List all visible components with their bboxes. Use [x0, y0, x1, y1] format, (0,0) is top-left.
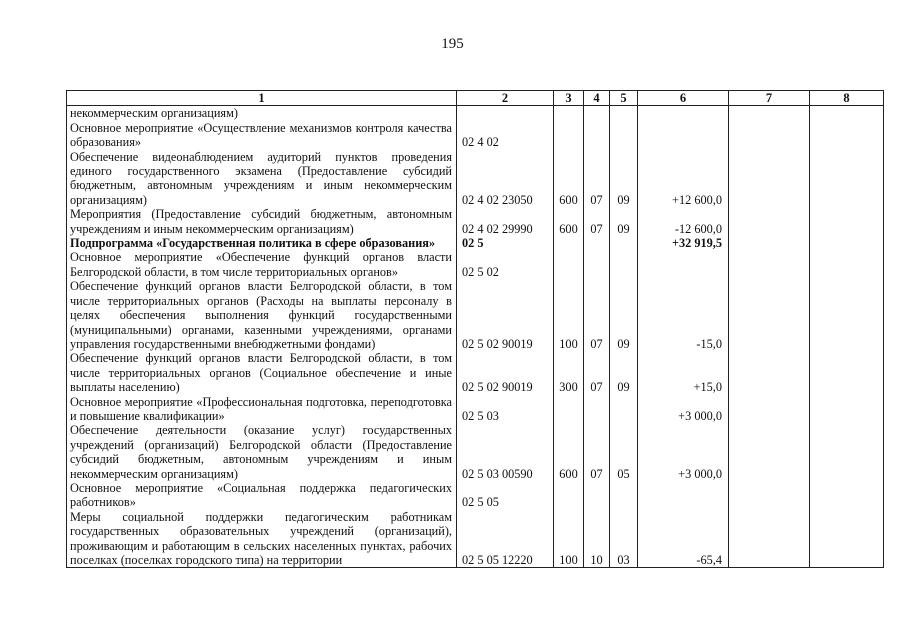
expense-type-code: 600: [554, 423, 584, 481]
column-7-cell: [729, 395, 810, 424]
budget-table: [66, 90, 884, 568]
subsection-code: 09: [610, 279, 638, 351]
target-article-code: 02 5: [457, 236, 554, 250]
target-article-code: 02 5 05: [457, 481, 554, 510]
amount-change: -15,0: [638, 279, 729, 351]
section-code: [584, 121, 610, 150]
target-article-code: 02 5 03 00590: [457, 423, 554, 481]
column-7-cell: [729, 236, 810, 250]
table-header-row: [67, 91, 884, 106]
subsection-code: [610, 236, 638, 250]
column-8-cell: [810, 481, 884, 510]
column-8-cell: [810, 510, 884, 568]
target-article-code: 02 4 02 23050: [457, 150, 554, 208]
expense-type-code: [554, 395, 584, 424]
row-description: Основное мероприятие «Профессиональная подготовка, переподготовка и повышение квалификации»: [67, 395, 457, 424]
row-description: Основное мероприятие «Осуществление механизмов контроля качества образования»: [67, 121, 457, 150]
row-description: Обеспечение видеонаблюдением аудиторий пунктов проведения единого государственного экзамена (Предоставление субсидий бюджетным, автономным учреждениям и иным некоммерческим организациям): [67, 150, 457, 208]
column-header: 3: [554, 91, 584, 106]
column-8-cell: [810, 351, 884, 394]
row-description: Обеспечение функций органов власти Белгородской области, в том числе территориальных органов (Социальное обеспечение и иные выплаты населению): [67, 351, 457, 394]
subsection-code: 09: [610, 351, 638, 394]
row-description: Основное мероприятие «Социальная поддержка педагогических работников»: [67, 481, 457, 510]
section-code: [584, 106, 610, 121]
amount-change: +15,0: [638, 351, 729, 394]
target-article-code: [457, 106, 554, 121]
column-7-cell: [729, 150, 810, 208]
column-8-cell: [810, 121, 884, 150]
column-header: 7: [729, 91, 810, 106]
subsection-code: [610, 395, 638, 424]
column-7-cell: [729, 481, 810, 510]
column-8-cell: [810, 106, 884, 121]
expense-type-code: 100: [554, 510, 584, 568]
table-row: [67, 481, 884, 510]
amount-change: [638, 481, 729, 510]
table-row: [67, 510, 884, 568]
amount-change: [638, 250, 729, 279]
column-7-cell: [729, 423, 810, 481]
page-number: 195: [441, 36, 464, 52]
column-7-cell: [729, 121, 810, 150]
section-code: [584, 236, 610, 250]
section-code: 07: [584, 351, 610, 394]
table-row: [67, 351, 884, 394]
column-8-cell: [810, 395, 884, 424]
table-row: [67, 250, 884, 279]
subsection-code: 05: [610, 423, 638, 481]
amount-change: -65,4: [638, 510, 729, 568]
row-description: некоммерческим организациям): [67, 106, 457, 121]
column-7-cell: [729, 351, 810, 394]
section-code: 07: [584, 207, 610, 236]
row-description: Основное мероприятие «Обеспечение функций органов власти Белгородской области, в том числе территориальных органов»: [67, 250, 457, 279]
amount-change: +12 600,0: [638, 150, 729, 208]
table-row: [67, 279, 884, 351]
section-code: 07: [584, 150, 610, 208]
expense-type-code: [554, 106, 584, 121]
column-8-cell: [810, 423, 884, 481]
target-article-code: 02 5 02 90019: [457, 279, 554, 351]
column-header: 1: [67, 91, 457, 106]
section-code: [584, 250, 610, 279]
expense-type-code: 600: [554, 150, 584, 208]
amount-change: -12 600,0: [638, 207, 729, 236]
amount-change: +32 919,5: [638, 236, 729, 250]
subsection-code: [610, 106, 638, 121]
expense-type-code: [554, 481, 584, 510]
target-article-code: 02 5 03: [457, 395, 554, 424]
subsection-code: 09: [610, 150, 638, 208]
table-row: [67, 207, 884, 236]
expense-type-code: [554, 121, 584, 150]
column-7-cell: [729, 250, 810, 279]
column-8-cell: [810, 150, 884, 208]
section-code: [584, 481, 610, 510]
column-header: 6: [638, 91, 729, 106]
amount-change: +3 000,0: [638, 395, 729, 424]
column-header: 5: [610, 91, 638, 106]
row-description: Меры социальной поддержки педагогическим работникам государственных образовательных учреждений (организаций), проживающим и работающим в сельских населенных пунктах, рабочих поселках (поселках городского типа) на территории: [67, 510, 457, 568]
table-row: [67, 395, 884, 424]
amount-change: +3 000,0: [638, 423, 729, 481]
amount-change: [638, 106, 729, 121]
table-row: [67, 236, 884, 250]
row-description: Мероприятия (Предоставление субсидий бюджетным, автономным учреждениям и иным некоммерческим организациям): [67, 207, 457, 236]
table-row: [67, 121, 884, 150]
target-article-code: 02 5 02: [457, 250, 554, 279]
column-8-cell: [810, 279, 884, 351]
target-article-code: 02 4 02 29990: [457, 207, 554, 236]
table-row: [67, 106, 884, 121]
column-7-cell: [729, 279, 810, 351]
column-header: 8: [810, 91, 884, 106]
target-article-code: 02 5 05 12220: [457, 510, 554, 568]
subsection-code: [610, 250, 638, 279]
subsection-code: 03: [610, 510, 638, 568]
column-header: 4: [584, 91, 610, 106]
column-8-cell: [810, 250, 884, 279]
expense-type-code: 100: [554, 279, 584, 351]
expense-type-code: [554, 236, 584, 250]
section-code: [584, 395, 610, 424]
target-article-code: 02 5 02 90019: [457, 351, 554, 394]
row-description: Обеспечение функций органов власти Белгородской области, в том числе территориальных органов (Расходы на выплаты персоналу в целях обеспечения выполнения функций государственными (муниципальными) органами, казенными учреждениями, органами управления государственными внебюджетными фондами): [67, 279, 457, 351]
row-description: Подпрограмма «Государственная политика в сфере образования»: [67, 236, 457, 250]
table-row: [67, 150, 884, 208]
subsection-code: [610, 121, 638, 150]
amount-change: [638, 121, 729, 150]
expense-type-code: 300: [554, 351, 584, 394]
section-code: 07: [584, 423, 610, 481]
expense-type-code: [554, 250, 584, 279]
column-7-cell: [729, 510, 810, 568]
row-description: Обеспечение деятельности (оказание услуг) государственных учреждений (организаций) Белгородской области (Предоставление субсидий бюджетным, автономным учреждениям и иным некоммерческим организациям): [67, 423, 457, 481]
target-article-code: 02 4 02: [457, 121, 554, 150]
subsection-code: 09: [610, 207, 638, 236]
column-8-cell: [810, 236, 884, 250]
column-8-cell: [810, 207, 884, 236]
column-7-cell: [729, 106, 810, 121]
column-7-cell: [729, 207, 810, 236]
section-code: 10: [584, 510, 610, 568]
expense-type-code: 600: [554, 207, 584, 236]
subsection-code: [610, 481, 638, 510]
table-body: [67, 106, 884, 568]
section-code: 07: [584, 279, 610, 351]
table-row: [67, 423, 884, 481]
column-header: 2: [457, 91, 554, 106]
